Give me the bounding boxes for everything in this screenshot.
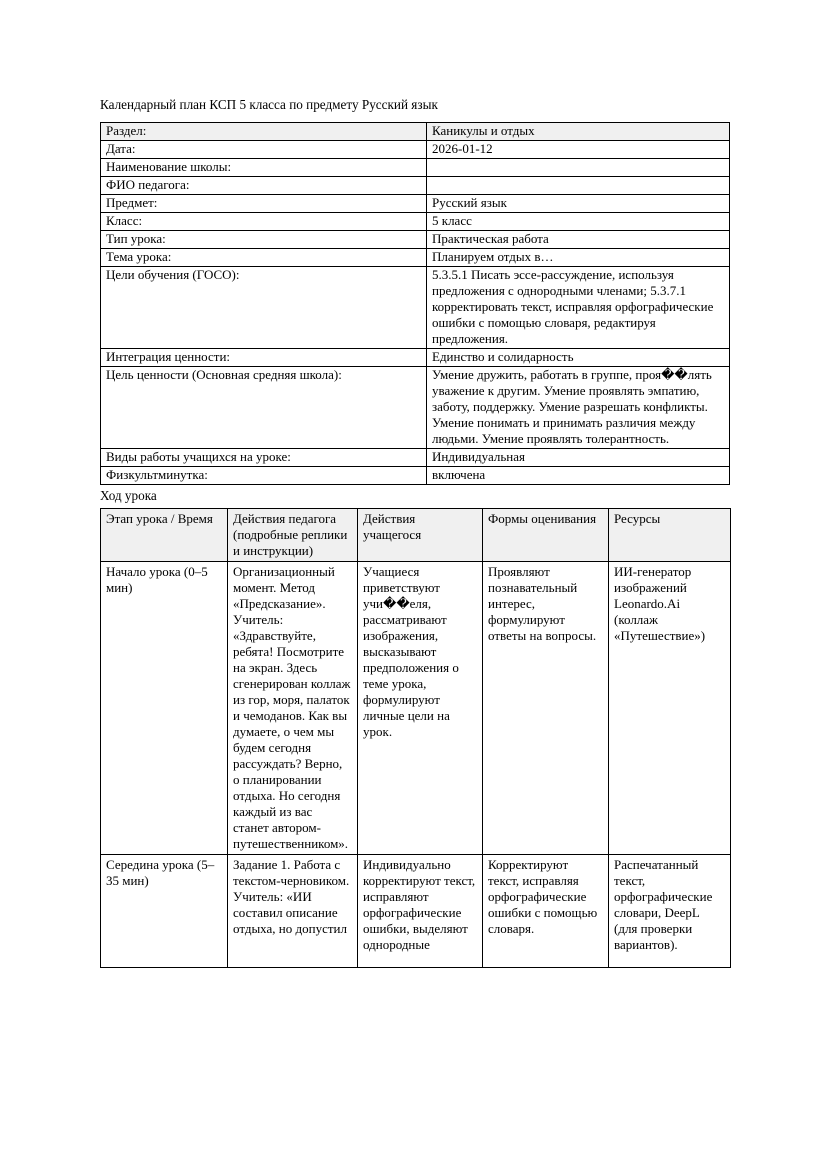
lesson-header-cell: Ресурсы	[609, 509, 731, 562]
info-value-cell: 5 класс	[427, 213, 730, 231]
page-title: Календарный план КСП 5 класса по предмету Русский язык	[100, 97, 438, 112]
lesson-row	[101, 562, 731, 855]
student-actions-cell-text: Учащиеся приветствуют учи��еля, рассматривают изображения, высказывают предположения о теме урока, формулируют личные цели на урок.	[363, 564, 459, 739]
resources-cell-text: Распечатанный текст, орфографические словари, DeepL (для проверки вариантов).	[614, 857, 713, 952]
info-value-cell: 2026-01-12	[427, 141, 730, 159]
info-label-cell: Тема урока:	[101, 249, 427, 267]
info-value-cell	[427, 159, 730, 177]
info-label-cell: Наименование школы:	[101, 159, 427, 177]
info-row	[101, 449, 730, 467]
info-label-cell: Цель ценности (Основная средняя школа):	[101, 367, 427, 449]
resources-cell	[609, 855, 731, 968]
info-label-cell: Виды работы учащихся на уроке:	[101, 449, 427, 467]
assessment-cell-text: Корректируют текст, исправляя орфографические ошибки с помощью словаря.	[488, 857, 598, 936]
info-value-cell: Индивидуальная	[427, 449, 730, 467]
info-row	[101, 213, 730, 231]
info-value-cell: Планируем отдых в…	[427, 249, 730, 267]
resources-cell-text: ИИ-генератор изображений Leonardo.Ai (коллаж «Путешествие»)	[614, 564, 706, 643]
lesson-table	[100, 508, 731, 968]
info-value-cell: 5.3.5.1 Писать эссе-рассуждение, используя предложения с однородными членами; 5.3.7.1 корректировать текст, исправляя орфографические ошибки с помощью словаря, редактируя предложения.	[427, 267, 730, 349]
info-label-cell: Предмет:	[101, 195, 427, 213]
section-heading: Ход урока	[100, 488, 157, 503]
info-row	[101, 141, 730, 159]
stage-cell-text: Середина урока (5–35 мин)	[106, 857, 215, 888]
student-actions-cell	[358, 855, 483, 968]
teacher-actions-cell-text: Задание 1. Работа с текстом-черновиком. Учитель: «ИИ составил описание отдыха, но допустил	[233, 857, 350, 936]
info-value-cell: Русский язык	[427, 195, 730, 213]
document-content	[100, 97, 730, 968]
info-value-cell: Умение дружить, работать в группе, проя��лять уважение к другим. Умение проявлять эмпатию, заботу, поддержку. Умение разрешать конфликты. Умение понимать и принимать различия между людьми. Умение проявлять толерантность.	[427, 367, 730, 449]
teacher-actions-cell	[228, 562, 358, 855]
teacher-actions-cell-text: Организационный момент. Метод «Предсказание». Учитель: «Здравствуйте, ребята! Посмотрите на экран. Здесь сгенерирован коллаж из гор, моря, палаток и чемоданов. Как вы думаете, о чем мы будем сегодня рассуждать? Верно, о планировании отдыха. Но сегодня каждый из вас станет автором-путешественником».	[233, 564, 351, 851]
info-label-cell: Дата:	[101, 141, 427, 159]
info-row	[101, 467, 730, 485]
info-row	[101, 249, 730, 267]
info-row	[101, 159, 730, 177]
info-row	[101, 177, 730, 195]
lesson-header-cell: Действия учащегося	[358, 509, 483, 562]
teacher-actions-cell	[228, 855, 358, 968]
info-label-cell: Физкультминутка:	[101, 467, 427, 485]
stage-cell	[101, 562, 228, 855]
info-label-cell: Интеграция ценности:	[101, 349, 427, 367]
lesson-row	[101, 855, 731, 968]
student-actions-cell	[358, 562, 483, 855]
info-value-cell	[427, 177, 730, 195]
info-row	[101, 367, 730, 449]
info-row	[101, 195, 730, 213]
assessment-cell	[483, 855, 609, 968]
lesson-header-cell: Действия педагога (подробные реплики и инструкции)	[228, 509, 358, 562]
assessment-cell	[483, 562, 609, 855]
stage-cell	[101, 855, 228, 968]
info-label-cell: Класс:	[101, 213, 427, 231]
lesson-header-row	[101, 509, 731, 562]
info-table	[100, 122, 730, 485]
student-actions-cell-text: Индивидуально корректируют текст, исправляют орфографические ошибки, выделяют однородные	[363, 857, 476, 952]
info-row	[101, 349, 730, 367]
info-value-cell: Практическая работа	[427, 231, 730, 249]
info-label-cell: Тип урока:	[101, 231, 427, 249]
info-table-body	[101, 123, 730, 485]
info-row	[101, 231, 730, 249]
lesson-header-cell: Формы оценивания	[483, 509, 609, 562]
stage-cell-text: Начало урока (0–5 мин)	[106, 564, 208, 595]
info-label-cell: Цели обучения (ГОСО):	[101, 267, 427, 349]
resources-cell	[609, 562, 731, 855]
info-label-cell: ФИО педагога:	[101, 177, 427, 195]
info-row	[101, 123, 730, 141]
info-value-cell: Единство и солидарность	[427, 349, 730, 367]
info-row	[101, 267, 730, 349]
lesson-table-body	[101, 562, 731, 968]
info-value-cell: Каникулы и отдых	[427, 123, 730, 141]
info-label-cell: Раздел:	[101, 123, 427, 141]
info-value-cell: включена	[427, 467, 730, 485]
assessment-cell-text: Проявляют познавательный интерес, формулируют ответы на вопросы.	[488, 564, 597, 643]
lesson-header-cell: Этап урока / Время	[101, 509, 228, 562]
